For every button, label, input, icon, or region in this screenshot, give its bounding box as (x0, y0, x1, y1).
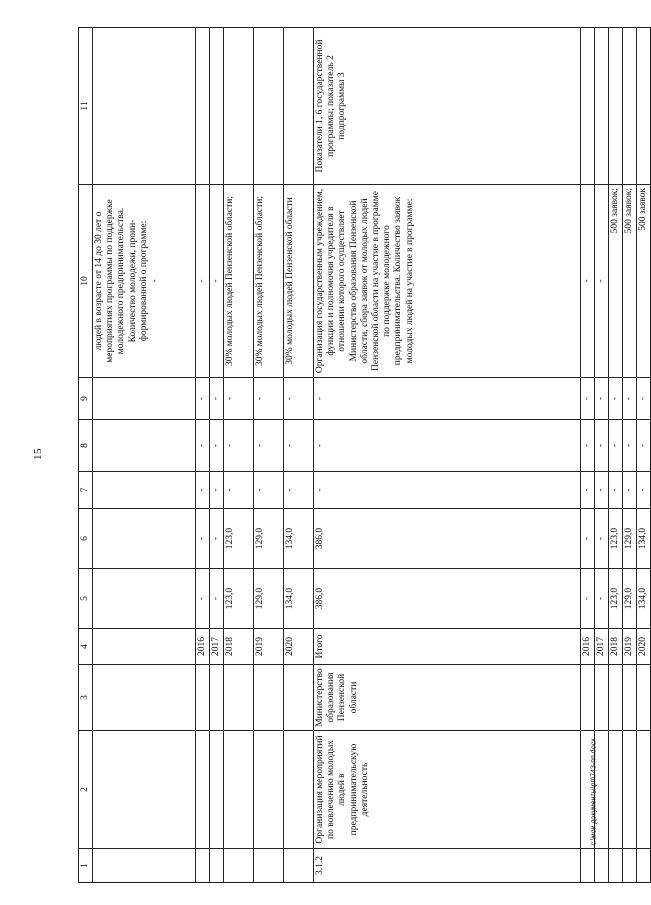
table-cell: 30% молодых людей Пензенской области (284, 185, 314, 378)
table-cell: 129,0 (623, 509, 637, 569)
table-cell (224, 28, 254, 185)
item-executor: Министерство образования Пензенской области (314, 665, 581, 731)
table-cell (284, 28, 314, 185)
header-cell: 5 (79, 569, 93, 629)
table-cell (623, 665, 637, 731)
table-cell (254, 28, 284, 185)
table-cell (93, 472, 196, 509)
table-cell (224, 665, 254, 731)
year-cell: 2019 (254, 629, 284, 665)
table-cell (93, 665, 196, 731)
table-cell: - (196, 420, 210, 472)
table-row (609, 28, 623, 883)
table-cell: - (609, 472, 623, 509)
table-cell: - (314, 472, 581, 509)
table-cell: 386,0 (314, 569, 581, 629)
table-row (93, 28, 196, 883)
header-cell: 3 (79, 665, 93, 731)
header-cell: 6 (79, 509, 93, 569)
table-cell (196, 849, 210, 883)
table-cell: - (210, 472, 224, 509)
table-cell (284, 849, 314, 883)
table-cell: - (581, 472, 595, 509)
table-cell (93, 185, 196, 378)
table-cell (595, 28, 609, 185)
table-cell: - (224, 472, 254, 509)
table-cell: 129,0 (254, 509, 284, 569)
table-cell: - (581, 378, 595, 420)
table-cell: - (224, 378, 254, 420)
indicator-reference: Показатели 1, 6 государственной программы; показатель 2 подпрограммы 3 (314, 28, 581, 185)
table-cell: 123,0 (224, 509, 254, 569)
table-cell: - (284, 420, 314, 472)
table-cell (254, 665, 284, 731)
program-activities-table (78, 27, 651, 883)
table-cell: - (609, 378, 623, 420)
table-cell (637, 665, 651, 731)
table-cell: - (254, 420, 284, 472)
table-row (314, 28, 581, 883)
table-cell (609, 665, 623, 731)
indicator-text: Организация государственным учреждением, функции и полномочия учредителя в отношении которого осуществляет Министерство образования Пензенской области, сбора заявок от молодых людей Пензенской области на участие в программе по поддержке молодежного предпринимательства. Количество заявок молодых людей на участие в программе: (314, 185, 581, 378)
table-cell: - (196, 509, 210, 569)
table-cell: - (637, 472, 651, 509)
table-cell (581, 28, 595, 185)
table-cell: - (595, 378, 609, 420)
table-cell (224, 849, 254, 883)
table-row (637, 28, 651, 883)
table-cell: - (314, 378, 581, 420)
table-cell (595, 665, 609, 731)
header-cell: 11 (79, 28, 93, 185)
footer-file-path: c:\мои документы\рп\743-пп.docx (590, 738, 598, 846)
table-cell: - (637, 378, 651, 420)
table-cell: - (254, 378, 284, 420)
table-cell (210, 28, 224, 185)
table-cell (196, 28, 210, 185)
table-cell (93, 731, 196, 849)
item-number: 3.1.2 (314, 849, 581, 883)
table-row (196, 28, 210, 883)
page-number: 15 (32, 448, 44, 460)
table-cell: 500 заявок (637, 185, 651, 378)
table-cell: - (196, 569, 210, 629)
table-cell (609, 28, 623, 185)
table-cell (93, 849, 196, 883)
header-cell: 10 (79, 185, 93, 378)
table-cell (623, 731, 637, 849)
table-cell: - (581, 185, 595, 378)
table-cell: - (210, 569, 224, 629)
year-cell: 2019 (623, 629, 637, 665)
table-cell: - (595, 509, 609, 569)
table-cell: - (595, 185, 609, 378)
table-cell: 134,0 (284, 569, 314, 629)
table-cell: - (210, 185, 224, 378)
table-cell (196, 731, 210, 849)
header-cell: 4 (79, 629, 93, 665)
table-cell (93, 629, 196, 665)
indicator-text: людей в возрасте от 14 до 30 лет о мероприятиях программы по поддержке молодежного предпринимательства. Количество молодежи, проин- формированной о программе: (94, 199, 149, 363)
table-cell (210, 665, 224, 731)
table-cell: - (196, 378, 210, 420)
table-cell: 129,0 (254, 569, 284, 629)
table-cell: - (595, 569, 609, 629)
table-cell (284, 665, 314, 731)
table-cell: 129,0 (623, 569, 637, 629)
year-cell: 2017 (595, 629, 609, 665)
table-cell: 386,0 (314, 509, 581, 569)
table-cell (93, 28, 196, 185)
year-cell: 2016 (581, 629, 595, 665)
table-cell (581, 849, 595, 883)
table-cell: - (623, 472, 637, 509)
year-cell: 2020 (637, 629, 651, 665)
year-cell: 2018 (609, 629, 623, 665)
year-cell: 2020 (284, 629, 314, 665)
table-cell: - (314, 420, 581, 472)
header-cell: 2 (79, 731, 93, 849)
table-cell (93, 509, 196, 569)
table-cell: - (284, 472, 314, 509)
item-name: Организация мероприятий по вовлечению молодых людей в предпринимательскую деятельность (314, 731, 581, 849)
table-cell: - (196, 185, 210, 378)
table-row (623, 28, 637, 883)
table-cell: 500 заявок; (623, 185, 637, 378)
table-cell (254, 731, 284, 849)
table-row (254, 28, 284, 883)
year-cell: 2017 (210, 629, 224, 665)
header-cell: 9 (79, 378, 93, 420)
table-cell (93, 569, 196, 629)
table-cell: - (254, 472, 284, 509)
table-cell (196, 665, 210, 731)
table-cell: - (637, 420, 651, 472)
table-cell (224, 731, 254, 849)
table-cell (623, 849, 637, 883)
total-label: Итого (314, 629, 581, 665)
table-cell: - (224, 420, 254, 472)
indicator-value: - (150, 279, 161, 283)
table-cell: 123,0 (609, 569, 623, 629)
table-cell (210, 731, 224, 849)
table-cell: 123,0 (609, 509, 623, 569)
table-row (284, 28, 314, 883)
table-cell (609, 731, 623, 849)
table-cell: 500 заявок; (609, 185, 623, 378)
table-cell: - (196, 472, 210, 509)
table-cell: 134,0 (637, 569, 651, 629)
table-cell (637, 849, 651, 883)
table-cell (637, 731, 651, 849)
table-cell: - (623, 378, 637, 420)
table-cell: 30% молодых людей Пензенской области; (254, 185, 284, 378)
table-cell: - (210, 420, 224, 472)
table-cell: - (210, 509, 224, 569)
table-cell: - (623, 420, 637, 472)
table-cell (637, 28, 651, 185)
table-cell (609, 849, 623, 883)
table-cell (210, 849, 224, 883)
table-header-row (79, 28, 93, 883)
table-row (224, 28, 254, 883)
table-cell: 134,0 (284, 509, 314, 569)
table-row (210, 28, 224, 883)
table-cell (623, 28, 637, 185)
year-cell: 2016 (196, 629, 210, 665)
table-cell (595, 849, 609, 883)
table-cell: - (581, 569, 595, 629)
table-cell (93, 378, 196, 420)
header-cell: 8 (79, 420, 93, 472)
year-cell: 2018 (224, 629, 254, 665)
table-cell: - (210, 378, 224, 420)
table-cell: - (595, 420, 609, 472)
table-cell (254, 849, 284, 883)
table-cell (581, 665, 595, 731)
table-cell: - (581, 509, 595, 569)
table-cell: - (595, 472, 609, 509)
header-cell: 7 (79, 472, 93, 509)
table-cell: - (581, 420, 595, 472)
table-cell: - (609, 420, 623, 472)
table-cell (93, 420, 196, 472)
table-cell: - (284, 378, 314, 420)
header-cell: 1 (79, 849, 93, 883)
table-cell (284, 731, 314, 849)
table-cell: 134,0 (637, 509, 651, 569)
table-cell: 30% молодых людей Пензенской области; (224, 185, 254, 378)
table-cell: 123,0 (224, 569, 254, 629)
